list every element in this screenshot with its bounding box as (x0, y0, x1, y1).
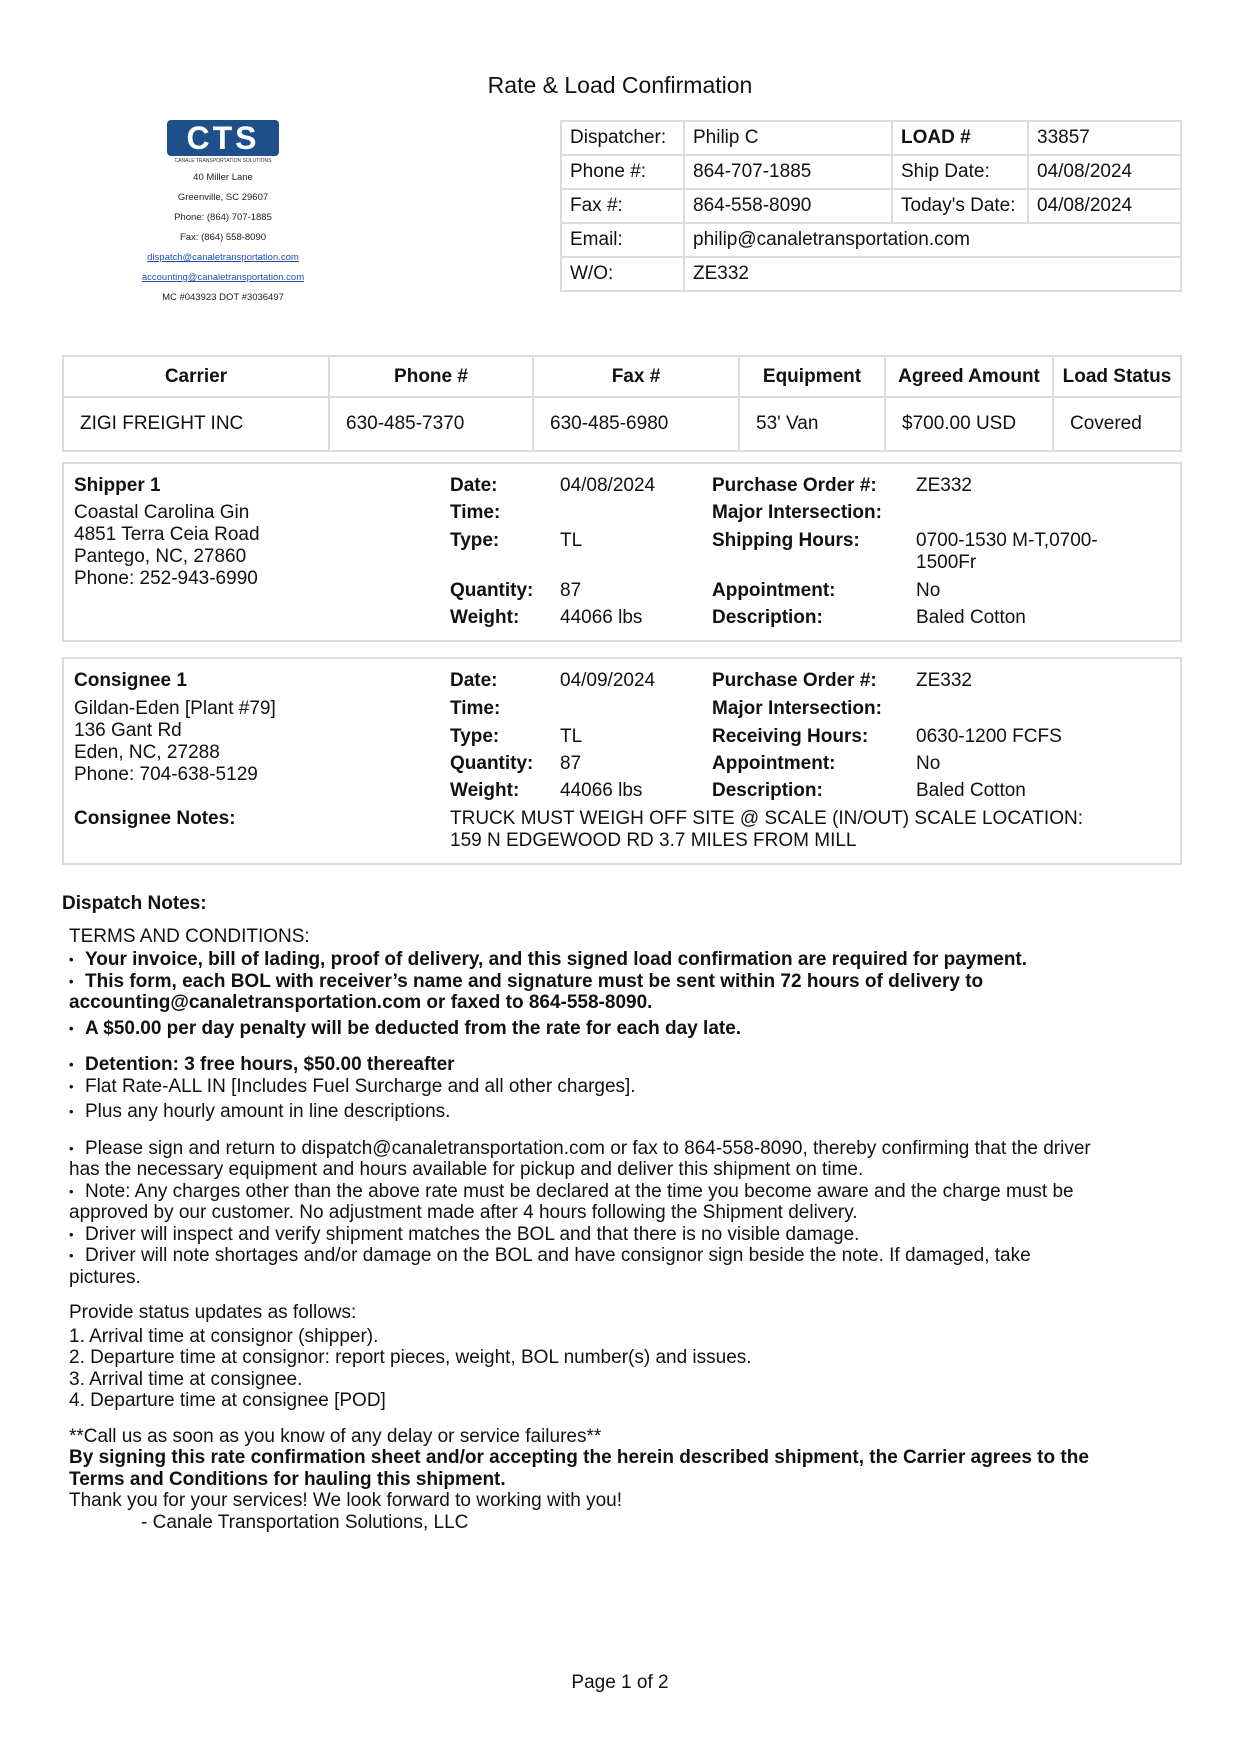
shipper-street: 4851 Terra Ceia Road (74, 524, 260, 545)
dispatch-phone-value: 864-707-1885 (684, 155, 892, 189)
shipper-name: Coastal Carolina Gin (74, 502, 250, 523)
equipment-col-header: Equipment (739, 356, 885, 397)
thank-you-message: Thank you for your services! We look forward to working with you! (69, 1490, 622, 1511)
carrier-col-header: Carrier (63, 356, 329, 397)
note-sign-return-cont: has the necessary equipment and hours available for pickup and deliver this shipment on time. (69, 1159, 864, 1180)
consignee-description-label: Description: (712, 780, 823, 801)
shipper-date-label: Date: (450, 475, 498, 496)
shipper-date: 04/08/2024 (560, 475, 656, 496)
ship-date-value: 04/08/2024 (1028, 155, 1181, 189)
logo-subtext: CANALE TRANSPORTATION SOLUTIONS (174, 158, 272, 164)
company-fax: Fax: (864) 558-8090 (179, 232, 267, 243)
note-other-charges-cont: approved by our customer. No adjustment made after 4 hours following the Shipment delivery. (69, 1202, 858, 1223)
consignee-appointment: No (916, 753, 941, 774)
terms-heading: TERMS AND CONDITIONS: (69, 925, 310, 947)
agreement-statement: By signing this rate confirmation sheet and/or accepting the herein described shipment, the Carrier agrees to the (69, 1447, 1089, 1468)
page-title: Rate & Load Confirmation (487, 72, 753, 98)
fax-col-header: Fax # (533, 356, 739, 397)
dispatcher-label: Dispatcher: (561, 121, 684, 155)
consignee-street: 136 Gant Rd (74, 720, 182, 741)
consignee-city: Eden, NC, 27288 (74, 742, 220, 763)
load-number-value: 33857 (1028, 121, 1181, 155)
shipper-time-label: Time: (450, 502, 501, 523)
shipper-quantity: 87 (560, 580, 582, 601)
shipper-po: ZE332 (916, 475, 972, 496)
consignee-phone: Phone: 704-638-5129 (74, 764, 258, 785)
note-driver-shortages: Driver will note shortages and/or damage on the BOL and have consignor sign beside the note. If damaged, take (85, 1245, 1031, 1266)
load-status-col-header: Load Status (1053, 356, 1181, 397)
shipper-description: Baled Cotton (916, 607, 1026, 628)
consignee-type-label: Type: (450, 726, 500, 747)
shipper-section (62, 462, 1182, 642)
dispatch-email-value[interactable]: philip@canaletransportation.com (684, 223, 1181, 257)
status-step-1: 1. Arrival time at consignor (shipper). (69, 1325, 379, 1347)
work-order-label: W/O: (561, 257, 684, 291)
note-other-charges: Note: Any charges other than the above rate must be declared at the time you become aware and the charge must be (85, 1180, 1074, 1202)
shipper-quantity-label: Quantity: (450, 580, 534, 601)
dispatch-fax-label: Fax #: (561, 189, 684, 223)
note-driver-inspect: Driver will inspect and verify shipment matches the BOL and that there is no visible damage. (85, 1223, 860, 1245)
note-driver-shortages-cont: pictures. (69, 1266, 141, 1288)
load-number-label: LOAD # (892, 121, 1028, 155)
carrier-equipment: 53' Van (739, 397, 885, 451)
dispatch-email-label: Email: (561, 223, 684, 257)
consignee-notes-line-2: 159 N EDGEWOOD RD 3.7 MILES FROM MILL (450, 830, 857, 851)
consignee-section (62, 657, 1182, 865)
work-order-value: ZE332 (684, 257, 1181, 291)
consignee-po-label: Purchase Order #: (712, 670, 877, 691)
status-step-2: 2. Departure time at consignor: report pieces, weight, BOL number(s) and issues. (69, 1347, 752, 1368)
consignee-weight: 44066 lbs (560, 780, 643, 801)
shipper-appointment-label: Appointment: (712, 580, 836, 601)
dispatch-phone-label: Phone #: (561, 155, 684, 189)
signoff: - Canale Transportation Solutions, LLC (141, 1511, 469, 1533)
notes-section (62, 893, 1182, 1533)
consignee-date-label: Date: (450, 670, 498, 691)
shipper-phone: Phone: 252-943-6990 (74, 568, 258, 589)
status-step-4: 4. Departure time at consignee [POD] (69, 1390, 386, 1411)
shipper-heading: Shipper 1 (74, 475, 161, 496)
term-flat-rate: Flat Rate-ALL IN [Includes Fuel Surcharge and all other charges]. (85, 1075, 636, 1097)
status-step-3: 3. Arrival time at consignee. (69, 1368, 303, 1390)
company-logo-block (138, 118, 308, 308)
consignee-time-label: Time: (450, 698, 501, 719)
shipper-city: Pantego, NC, 27860 (74, 546, 247, 567)
consignee-name: Gildan-Eden [Plant #79] (74, 698, 276, 719)
carrier-load-status: Covered (1053, 397, 1181, 451)
page-number: Page 1 of 2 (571, 1672, 669, 1693)
consignee-intersection-label: Major Intersection: (712, 698, 882, 719)
consignee-appointment-label: Appointment: (712, 753, 836, 774)
shipper-appointment: No (916, 580, 941, 601)
shipper-hours-line-2: 1500Fr (916, 552, 977, 573)
carrier-header-row (63, 356, 1181, 397)
term-hourly-amount: Plus any hourly amount in line descriptions. (85, 1101, 451, 1122)
shipper-type: TL (560, 530, 583, 551)
carrier-fax: 630-485-6980 (533, 397, 739, 451)
term-invoice-required: Your invoice, bill of lading, proof of delivery, and this signed load confirmation are required for payment. (85, 949, 1028, 970)
shipper-hours-line-1: 0700-1530 M-T,0700- (916, 530, 1098, 551)
company-phone: Phone: (864) 707-1885 (174, 212, 272, 223)
term-late-penalty: A $50.00 per day penalty will be deducted from the rate for each day late. (85, 1017, 742, 1039)
term-bol-deadline: This form, each BOL with receiver’s name and signature must be sent within 72 hours of delivery to (85, 970, 984, 992)
agreement-statement-cont: Terms and Conditions for hauling this shipment. (69, 1468, 506, 1490)
carrier-agreed-amount: $700.00 USD (885, 397, 1053, 451)
company-address-1: 40 Miller Lane (193, 172, 253, 183)
consignee-hours-label: Receiving Hours: (712, 726, 869, 747)
phone-col-header: Phone # (329, 356, 533, 397)
company-dispatch-email-link[interactable]: dispatch@canaletransportation.com (147, 252, 299, 263)
consignee-description: Baled Cotton (916, 780, 1026, 801)
carrier-row (63, 397, 1181, 451)
carrier-phone: 630-485-7370 (329, 397, 533, 451)
consignee-heading: Consignee 1 (74, 670, 187, 691)
shipper-type-label: Type: (450, 530, 500, 551)
todays-date-value: 04/08/2024 (1028, 189, 1181, 223)
shipper-po-label: Purchase Order #: (712, 475, 877, 496)
company-accounting-email-link[interactable]: accounting@canaletransportation.com (141, 272, 305, 283)
logo-text: CTS (186, 120, 260, 156)
consignee-type: TL (560, 726, 583, 747)
status-updates-heading: Provide status updates as follows: (69, 1302, 357, 1323)
consignee-weight-label: Weight: (450, 780, 520, 801)
agreed-amount-col-header: Agreed Amount (885, 356, 1053, 397)
consignee-notes-line-1: TRUCK MUST WEIGH OFF SITE @ SCALE (IN/OUT) SCALE LOCATION: (450, 808, 1083, 829)
dispatcher-value: Philip C (684, 121, 892, 155)
consignee-quantity-label: Quantity: (450, 753, 534, 774)
term-detention: Detention: 3 free hours, $50.00 thereafter (85, 1054, 455, 1075)
carrier-table (62, 355, 1182, 452)
company-mc-dot: MC #043923 DOT #3036497 (162, 292, 284, 303)
todays-date-label: Today's Date: (892, 189, 1028, 223)
consignee-po: ZE332 (916, 670, 972, 691)
cts-logo-icon (163, 118, 283, 164)
shipper-description-label: Description: (712, 607, 823, 628)
shipper-weight: 44066 lbs (560, 607, 643, 628)
ship-date-label: Ship Date: (892, 155, 1028, 189)
call-notice: **Call us as soon as you know of any delay or service failures** (69, 1425, 602, 1447)
note-sign-return: Please sign and return to dispatch@canaletransportation.com or fax to 864-558-8090, thereby confirming that the driver (85, 1137, 1091, 1159)
shipper-intersection-label: Major Intersection: (712, 502, 882, 523)
company-address-2: Greenville, SC 29607 (177, 192, 269, 203)
dispatch-fax-value: 864-558-8090 (684, 189, 892, 223)
shipper-hours-label: Shipping Hours: (712, 530, 860, 551)
term-bol-deadline-cont: accounting@canaletransportation.com or faxed to 864-558-8090. (69, 992, 653, 1013)
dispatch-notes-heading: Dispatch Notes: (62, 893, 207, 914)
dispatch-info-table (560, 120, 1182, 292)
consignee-quantity: 87 (560, 753, 582, 774)
consignee-date: 04/09/2024 (560, 670, 656, 691)
carrier-name: ZIGI FREIGHT INC (63, 397, 329, 451)
shipper-weight-label: Weight: (450, 607, 520, 628)
consignee-hours: 0630-1200 FCFS (916, 726, 1062, 747)
consignee-notes-label: Consignee Notes: (74, 808, 236, 829)
